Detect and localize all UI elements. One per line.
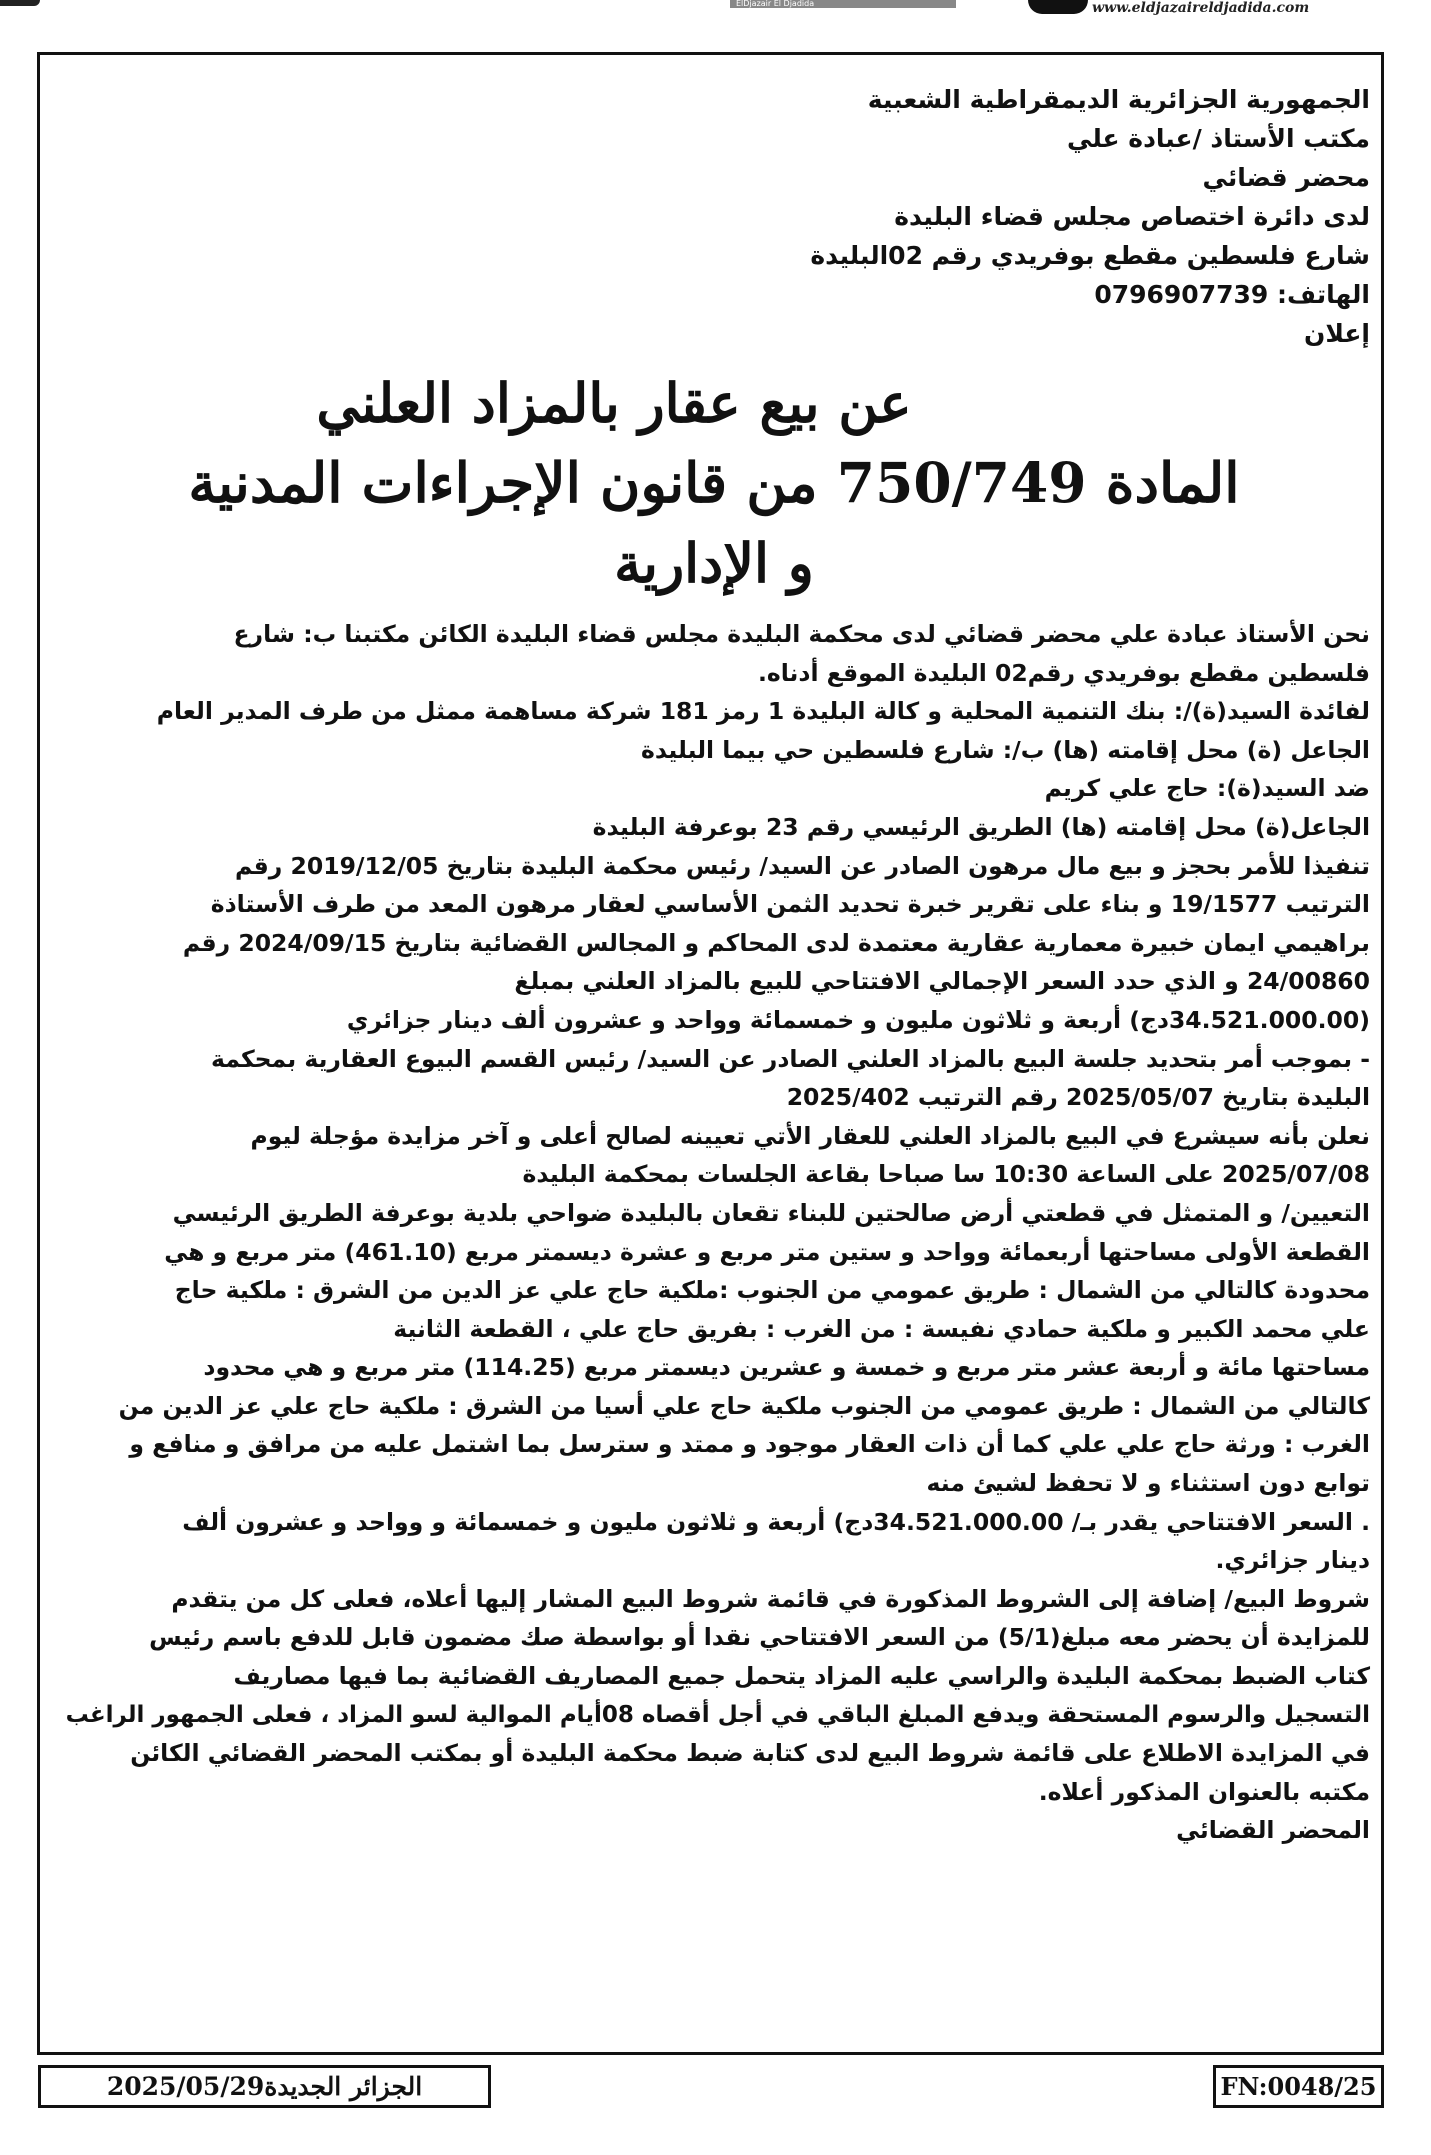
title-line-3: و الإدارية	[614, 531, 814, 595]
header-notice: إعلان	[1304, 319, 1370, 348]
bailiff-signature: المحضر القضائي	[1176, 1816, 1370, 1845]
masthead	[0, 0, 1431, 20]
body-line: القطعة الأولى مساحتها أربعمائة وواحد و ستين متر مربع و عشرة ديسمتر مربع (461.10) متر مربع و هي	[164, 1237, 1370, 1266]
body-line: دينار جزائري.	[1215, 1546, 1370, 1575]
body-line: البليدة بتاريخ 2025/05/07 رقم الترتيب 2025/402	[786, 1083, 1370, 1112]
body-line: - بموجب أمر بتحديد جلسة البيع بالمزاد العلني الصادر عن السيد/ رئيس القسم البيوع العقارية بمحكمة	[210, 1044, 1370, 1073]
body-line: الترتيب 19/1577 و بناء على تقرير خبرة تحديد الثمن الأساسي لعقار مرهون المعد من طرف الأستاذة	[210, 890, 1370, 919]
body-line: الغرب : ورثة حاج علي علي كما أن ذات العقار موجود و ممتد و سترسل بما اشتمل عليه من مرافق و منافع و	[129, 1430, 1370, 1459]
body-line: التعيين/ و المتمثل في قطعتي أرض صالحتين للبناء تقعان بالبليدة ضواحي بلدية بوعرفة الطريق الرئيسي	[172, 1198, 1370, 1227]
body-line: الجاعل(ة) محل إقامته (ها) الطريق الرئيسي رقم 23 بوعرفة البليدة	[592, 812, 1370, 841]
body-line: نعلن بأنه سيشرع في البيع بالمزاد العلني للعقار الأتي تعيينه لصالح أعلى و آخر مزايدة مؤجلة ليوم	[250, 1121, 1370, 1150]
website-url: www.eldjazaireldjadida.com	[1092, 0, 1310, 16]
body-line: شروط البيع/ إضافة إلى الشروط المذكورة في قائمة شروط البيع المشار إليها أعلاه، فعلى كل من يتقدم	[171, 1584, 1370, 1613]
body-line: براهيمي ايمان خبيرة معمارية عقارية معتمدة لدى المحاكم و المجالس القضائية بتاريخ 2024/09/15 رقم	[182, 928, 1370, 957]
header-office: مكتب الأستاذ /عبادة علي	[1067, 124, 1370, 153]
body-line: 2025/07/08 على الساعة 10:30 سا صباحا بقاعة الجلسات بمحكمة البليدة	[522, 1160, 1370, 1189]
header-phone: الهاتف: 0796907739	[1094, 280, 1370, 309]
body-line: كتاب الضبط بمحكمة البليدة والراسي عليه المزاد يتحمل جميع المصاريف القضائية بما فيها مصاريف	[233, 1662, 1370, 1691]
announcement-title	[58, 363, 1370, 603]
body-line: فلسطين مقطع بوفريدي رقم02 البليدة الموقع أدناه.	[757, 658, 1370, 687]
newspaper-logo: ElDjazair El Djadida	[730, 0, 956, 8]
body-line: (34.521.000.00دج) أربعة و ثلاثون مليون و خمسمائة وواحد و عشرون ألف دينار جزائري	[346, 1005, 1370, 1034]
body-line: علي محمد الكبير و ملكية حمادي نفيسة : من الغرب : بفريق حاج علي ، القطعة الثانية	[393, 1314, 1370, 1343]
header-bailiff: محضر قضائي	[1202, 163, 1370, 192]
body-line: مكتبه بالعنوان المذكور أعلاه.	[1038, 1777, 1370, 1806]
body-line: كالتالي من الشمال : طريق عمومي من الجنوب ملكية حاج علي أسيا من الشرق : ملكية حاج علي عز الدين من	[118, 1391, 1370, 1420]
header-block	[58, 80, 1370, 353]
body-line: الجاعل (ة) محل إقامته (ها) ب/: شارع فلسطين حي بيما البليدة	[640, 735, 1370, 764]
body-line: للمزايدة أن يحضر معه مبلغ(5/1) من السعر الافتتاحي نقدا أو بواسطة صك مضمون قابل للدفع باسم رئيس	[149, 1623, 1370, 1652]
body-line: لفائدة السيد(ة)/: بنك التنمية المحلية و كالة البليدة 1 رمز 181 شركة مساهمة ممثل من طرف المدير العام	[156, 697, 1370, 726]
header-address: شارع فلسطين مقطع بوفريدي رقم 02البليدة	[810, 241, 1370, 270]
title-line-1: عن بيع عقار بالمزاد العلني	[316, 371, 912, 435]
body-line: 24/00860 و الذي حدد السعر الإجمالي الافتتاحي للبيع بالمزاد العلني بمبلغ	[514, 967, 1370, 996]
body-line: تنفيذا للأمر بحجز و بيع مال مرهون الصادر عن السيد/ رئيس محكمة البليدة بتاريخ 2019/12/05 رقم	[234, 851, 1370, 880]
body-line: التسجيل والرسوم المستحقة ويدفع المبلغ الباقي في أجل أقصاه 08أيام الموالية لسو المزاد ، فعلى الجمهور الراغب	[65, 1701, 1370, 1728]
announcement-body	[58, 615, 1370, 1850]
announcement-content	[58, 80, 1370, 1850]
body-line: في المزايدة الاطلاع على قائمة شروط البيع لدى كتابة ضبط محكمة البليدة أو بمكتب المحضر القضائي الكائن	[130, 1739, 1370, 1768]
title-line-2: المادة 750/749 من قانون الإجراءات المدنية	[188, 450, 1240, 515]
body-line: نحن الأستاذ عبادة علي محضر قضائي لدى محكمة البليدة مجلس قضاء البليدة الكائن مكتبنا ب: شارع	[233, 620, 1370, 648]
newspaper-logo-icon	[1028, 0, 1088, 14]
body-line: توابع دون استثناء و لا تحفظ لشيئ منه	[926, 1469, 1370, 1498]
file-number-stamp: FN:0048/25	[1213, 2065, 1384, 2108]
publication-date-stamp: الجزائر الجديدة2025/05/29	[38, 2065, 491, 2108]
body-line: . السعر الافتتاحي يقدر بـ/ 34.521.000.00دج) أربعة و ثلاثون مليون و خمسمائة و وواحد و عشرون ألف	[182, 1507, 1370, 1536]
header-republic: الجمهورية الجزائرية الديمقراطية الشعبية	[867, 85, 1370, 114]
body-line: محدودة كالتالي من الشمال : طريق عمومي من الجنوب :ملكية حاج علي عز الدين من الشرق : ملكية حاج	[174, 1276, 1370, 1305]
header-jurisdiction: لدى دائرة اختصاص مجلس قضاء البليدة	[894, 202, 1370, 231]
body-line: مساحتها مائة و أربعة عشر متر مربع و خمسة و عشرين ديسمتر مربع (114.25) متر مربع و هي محدود	[203, 1353, 1370, 1382]
masthead-ornament	[0, 0, 40, 6]
body-line: ضد السيد(ة): حاج علي كريم	[1044, 774, 1370, 803]
